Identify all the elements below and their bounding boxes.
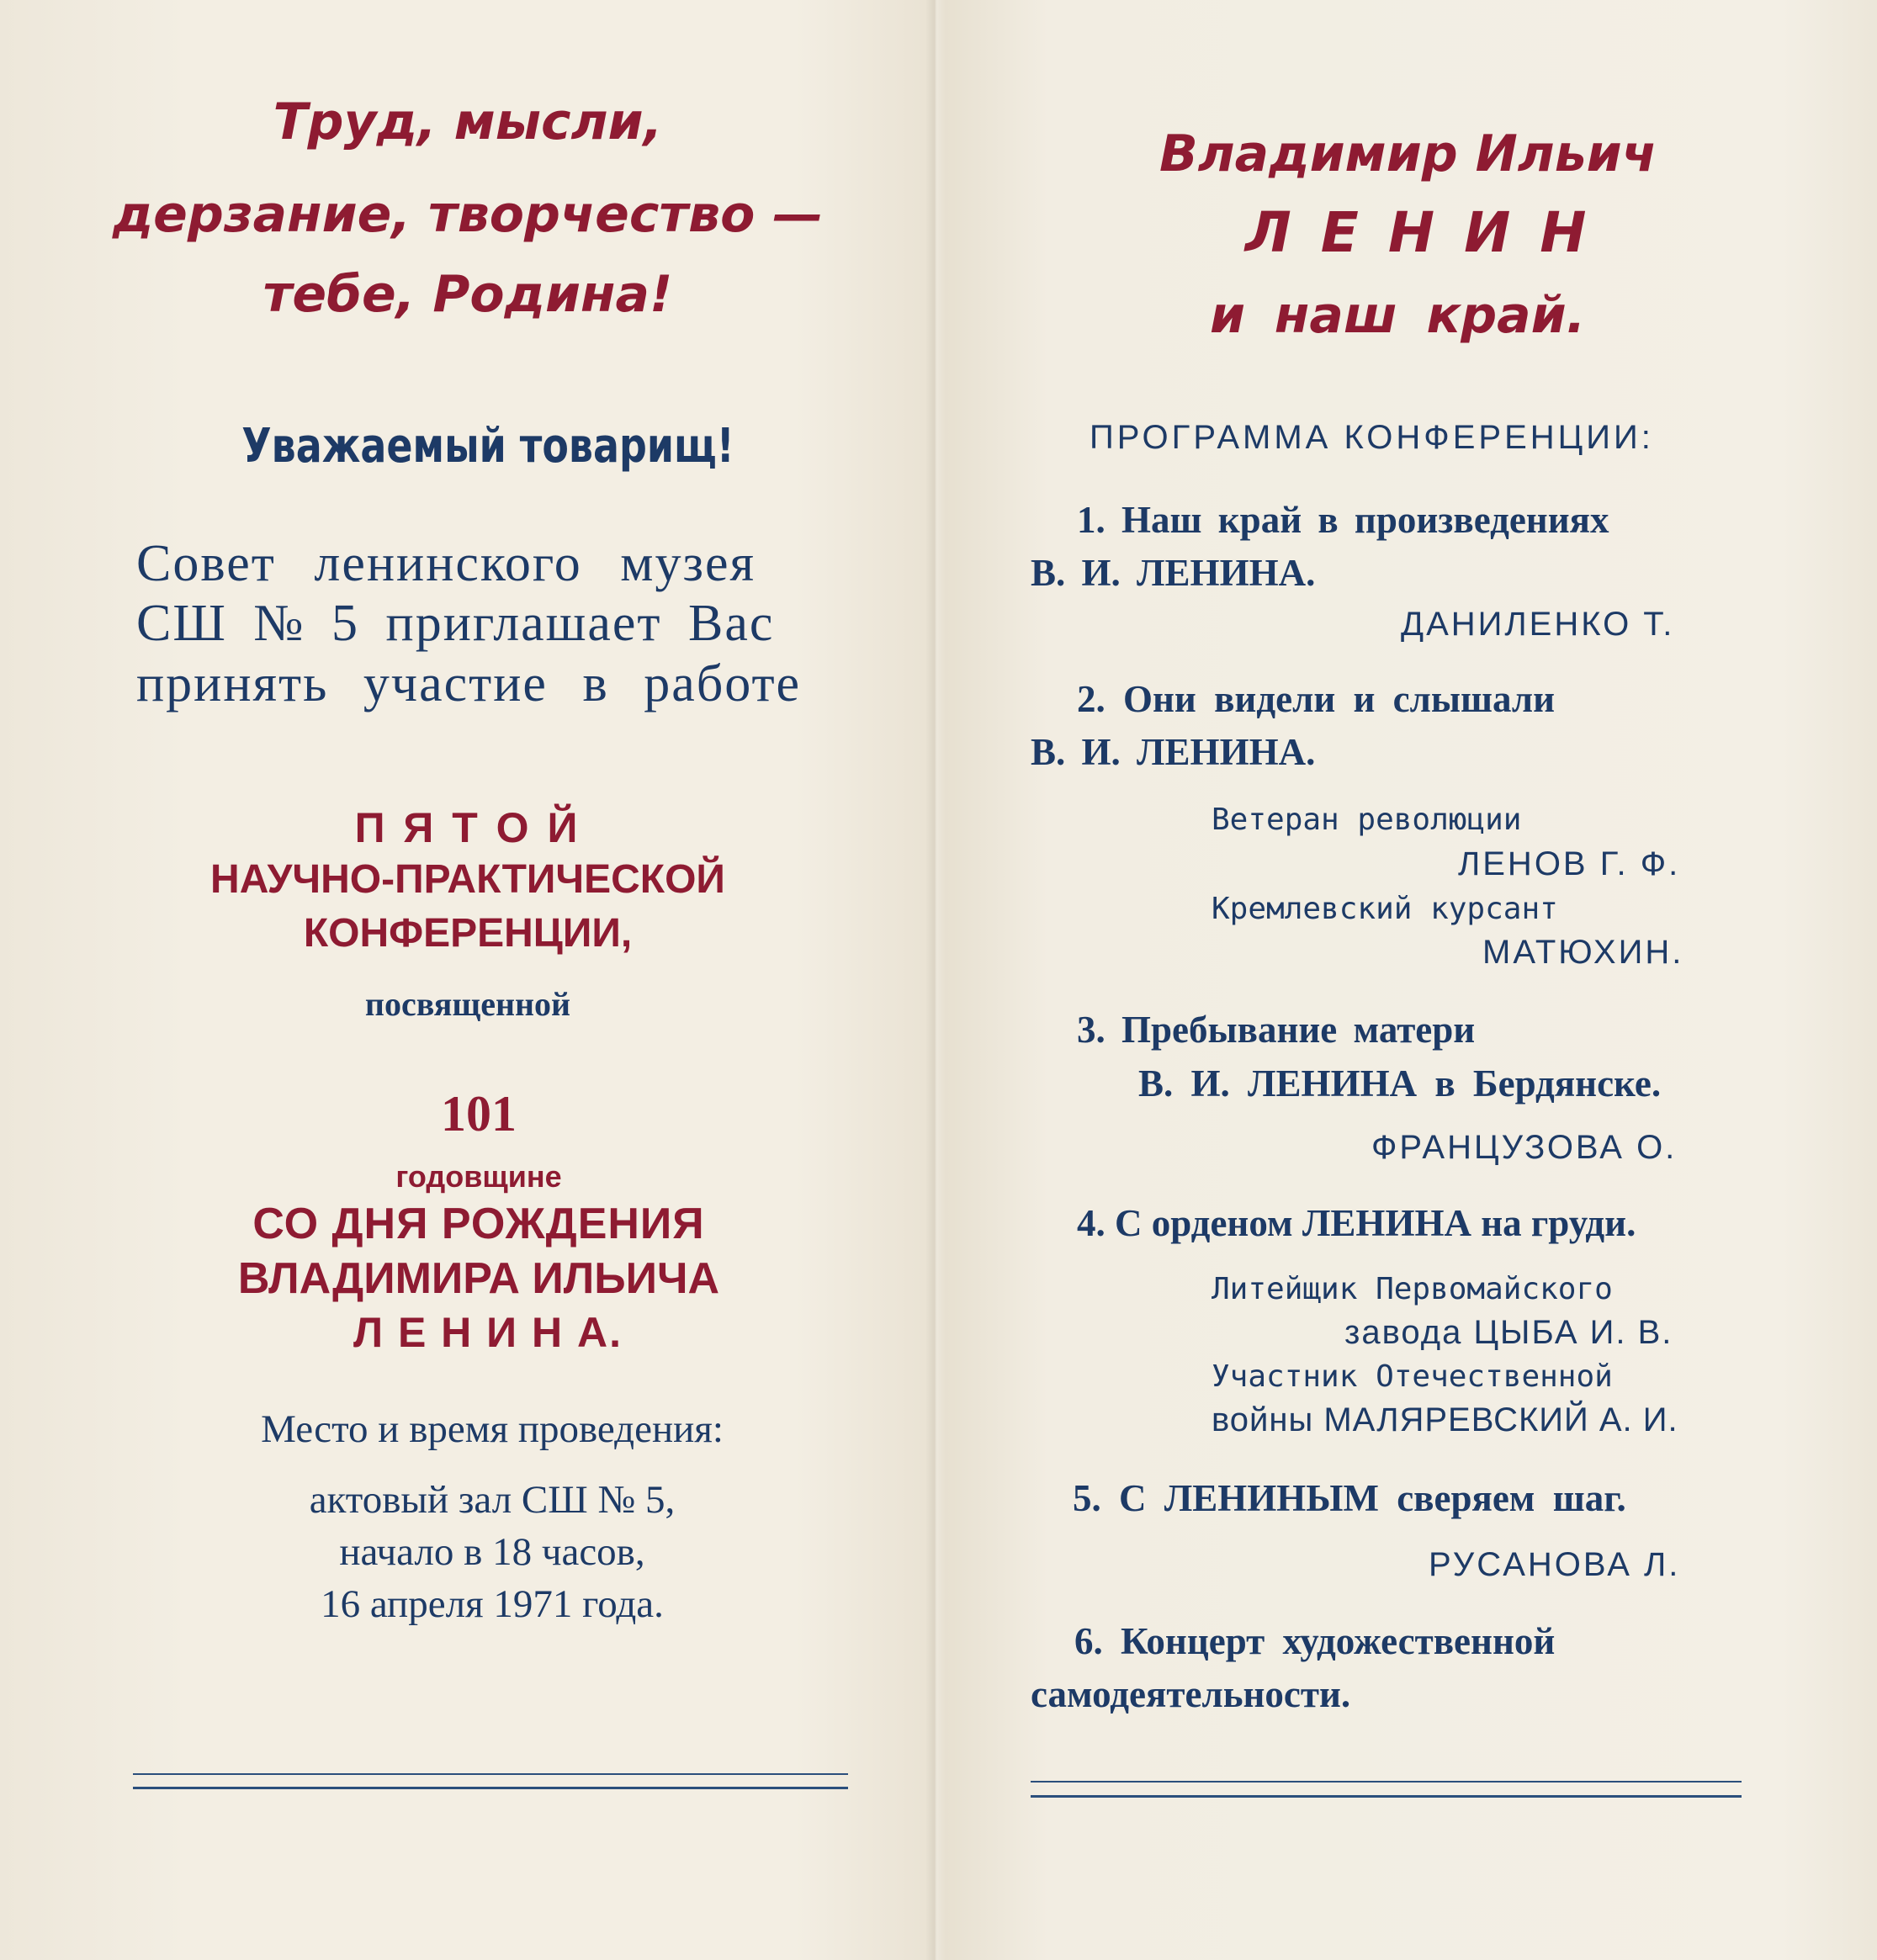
birth-line-1: СО ДНЯ РОЖДЕНИЯ: [252, 1200, 705, 1248]
program-item-2-role-1: Ветеран революции: [1212, 803, 1522, 837]
program-item-4-role-2: Участник Отечественной: [1212, 1359, 1613, 1394]
conference-word: КОНФЕРЕНЦИИ,: [303, 911, 633, 956]
program-item-1-speaker: ДАНИЛЕНКО Т.: [1401, 606, 1675, 643]
slogan-line-3: тебе, Родина!: [262, 265, 673, 324]
venue-line-3: 16 апреля 1971 года.: [321, 1582, 664, 1626]
greeting: Уважаемый товарищ!: [241, 419, 734, 474]
title-name: Владимир Ильич: [1159, 124, 1657, 183]
venue-heading: Место и время проведения:: [261, 1407, 724, 1451]
slogan-line-2: дерзание, творчество —: [112, 185, 824, 244]
program-item-2-role-2: Кремлевский курсант: [1212, 892, 1558, 926]
program-item-3-line-1: 3. Пребывание матери: [1077, 1009, 1476, 1051]
left-rule-thin: [133, 1773, 848, 1775]
program-item-4-speaker-1: завода ЦЫБА И. В.: [1344, 1314, 1673, 1351]
program-item-6-line-2: самодеятельности.: [1031, 1673, 1351, 1715]
left-rule-thick: [133, 1787, 848, 1789]
program-item-4-role-1: Литейщик Первомайского: [1212, 1272, 1613, 1306]
invitation-line-2: СШ № 5 приглашает Вас: [136, 595, 775, 652]
birth-line-2: ВЛАДИМИРА ИЛЬИЧА: [237, 1254, 720, 1303]
program-item-4-line-1: 4. С орденом ЛЕНИНА на груди.: [1077, 1202, 1636, 1244]
conference-ordinal: П Я Т О Й: [354, 804, 581, 851]
program-item-5-speaker: РУСАНОВА Л.: [1429, 1546, 1681, 1583]
program-item-6-line-1: 6. Концерт художественной: [1074, 1620, 1556, 1662]
invitation-line-3: принять участие в работе: [136, 655, 802, 712]
slogan-line-1: Труд, мысли,: [273, 93, 663, 151]
program-item-1-line-1: 1. Наш край в произведениях: [1077, 499, 1609, 541]
program-item-2-speaker-1: ЛЕНОВ Г. Ф.: [1458, 845, 1681, 882]
dedicated-text: посвященной: [364, 985, 571, 1023]
venue-line-1: актовый зал СШ № 5,: [309, 1478, 676, 1522]
title-region: и наш край.: [1210, 286, 1586, 345]
program-item-4-speaker-2: войны МАЛЯРЕВСКИЙ А. И.: [1212, 1401, 1678, 1438]
invitation-line-1: Совет ленинского музея: [136, 535, 756, 592]
program-item-2-line-1: 2. Они видели и слышали: [1077, 678, 1556, 720]
anniversary-number: 101: [441, 1086, 517, 1142]
title-surname: Л Е Н И Н: [1245, 200, 1592, 265]
anniversary-word: годовщине: [395, 1159, 562, 1194]
birth-line-3: Л Е Н И Н А.: [353, 1309, 623, 1356]
right-rule-thick: [1031, 1795, 1742, 1798]
program-item-3-speaker: ФРАНЦУЗОВА О.: [1371, 1129, 1678, 1166]
program-heading: ПРОГРАММА КОНФЕРЕНЦИИ:: [1090, 419, 1654, 456]
right-rule-thin: [1031, 1781, 1742, 1783]
program-item-3-line-2: В. И. ЛЕНИНА в Бердянске.: [1138, 1062, 1662, 1104]
program-item-2-speaker-2: МАТЮХИН.: [1482, 934, 1684, 971]
venue-line-2: начало в 18 часов,: [339, 1530, 645, 1574]
program-item-1-line-2: В. И. ЛЕНИНА.: [1031, 552, 1316, 594]
program-item-2-line-2: В. И. ЛЕНИНА.: [1031, 731, 1316, 773]
conference-title: НАУЧНО-ПРАКТИЧЕСКОЙ: [210, 857, 725, 902]
program-item-5-line-1: 5. С ЛЕНИНЫМ сверяем шаг.: [1073, 1477, 1626, 1519]
